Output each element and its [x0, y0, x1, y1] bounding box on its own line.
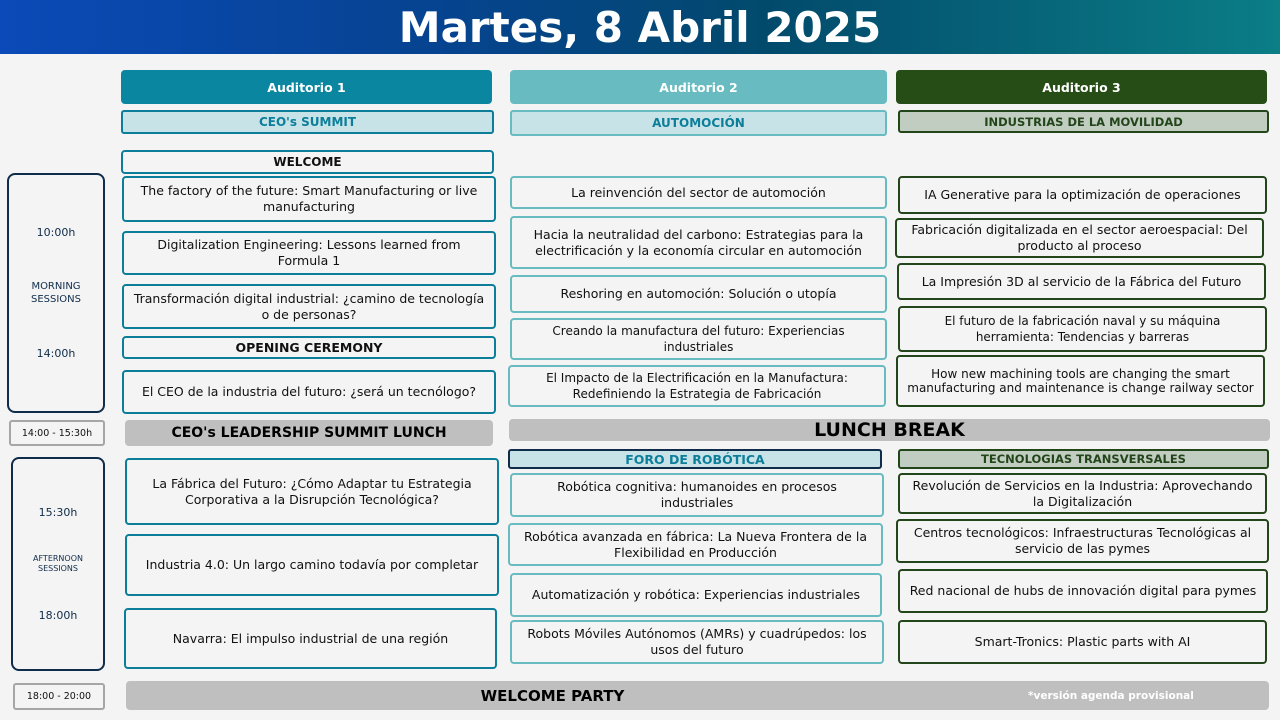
lunch-break: LUNCH BREAK	[509, 419, 1270, 441]
morning-start-time: 10:00h	[36, 225, 76, 239]
track-automocion: AUTOMOCIÓN	[510, 110, 887, 136]
session-a2-pm-4: Robots Móviles Autónomos (AMRs) y cuadrúpedos: los usos del futuro	[510, 620, 884, 664]
session-a3-pm-1: Revolución de Servicios en la Industria: Aprovechando la Digitalización	[898, 473, 1267, 514]
session-welcome: WELCOME	[121, 150, 494, 174]
ceo-leadership-lunch: CEO's LEADERSHIP SUMMIT LUNCH	[125, 420, 493, 446]
session-a3-2: Fabricación digitalizada en el sector aeroespacial: Del producto al proceso	[895, 218, 1264, 258]
session-a2-pm-3: Automatización y robótica: Experiencias industriales	[510, 573, 882, 617]
session-a2-pm-2: Robótica avanzada en fábrica: La Nueva Frontera de la Flexibilidad en Producción	[508, 523, 883, 566]
session-a1-1: The factory of the future: Smart Manufacturing or live manufacturing	[122, 176, 496, 222]
session-a3-pm-2: Centros tecnológicos: Infraestructuras Tecnológicas al servicio de las pymes	[896, 519, 1269, 563]
session-a2-pm-1: Robótica cognitiva: humanoides en procesos industriales	[510, 473, 884, 517]
track-tecnologias-transversales: TECNOLOGIAS TRANSVERSALES	[898, 449, 1269, 469]
lunch-time-slot: 14:00 - 15:30h	[9, 420, 105, 446]
track-industrias-movilidad: INDUSTRIAS DE LA MOVILIDAD	[898, 110, 1269, 133]
morning-end-time: 14:00h	[36, 347, 76, 361]
morning-sessions-label: MORNING SESSIONS	[30, 280, 81, 305]
provisional-agenda-note: *versión agenda provisional	[1028, 689, 1194, 702]
auditorium-3-header: Auditorio 3	[896, 70, 1267, 104]
welcome-party	[126, 681, 1269, 710]
page-title: Martes, 8 Abril 2025	[0, 0, 1280, 54]
session-a3-3: La Impresión 3D al servicio de la Fábrica del Futuro	[897, 263, 1266, 300]
session-a3-1: IA Generative para la optimización de operaciones	[898, 176, 1267, 214]
track-ceo-summit: CEO's SUMMIT	[121, 110, 494, 134]
session-a3-pm-4: Smart-Tronics: Plastic parts with AI	[898, 620, 1267, 664]
afternoon-end-time: 18:00h	[38, 608, 78, 622]
session-a1-pm-2: Industria 4.0: Un largo camino todavía por completar	[125, 534, 499, 596]
session-a2-1: La reinvención del sector de automoción	[510, 176, 887, 209]
session-a2-5: El Impacto de la Electrificación en la Manufactura: Redefiniendo la Estrategia de Fabricación	[508, 365, 886, 407]
afternoon-sessions-label: AFTERNOON SESSIONS	[33, 553, 83, 573]
session-a1-pm-1: La Fábrica del Futuro: ¿Cómo Adaptar tu Estrategia Corporativa a la Disrupción Tecnológica?	[125, 458, 499, 525]
afternoon-start-time: 15:30h	[38, 506, 78, 520]
session-a1-5: El CEO de la industria del futuro: ¿será un tecnólogo?	[122, 370, 496, 414]
session-a1-3: Transformación digital industrial: ¿camino de tecnología o de personas?	[122, 284, 496, 329]
auditorium-2-header: Auditorio 2	[510, 70, 887, 104]
track-foro-robotica: FORO DE ROBÓTICA	[508, 449, 882, 469]
session-a2-4: Creando la manufactura del futuro: Experiencias industriales	[510, 318, 887, 360]
session-a1-pm-3: Navarra: El impulso industrial de una región	[124, 608, 497, 669]
session-a3-4: El futuro de la fabricación naval y su máquina herramienta: Tendencias y barreras	[898, 306, 1267, 352]
morning-sessions-block	[7, 173, 105, 413]
auditorium-1-header: Auditorio 1	[121, 70, 492, 104]
evening-time-slot: 18:00 - 20:00	[13, 683, 105, 710]
session-a3-5: How new machining tools are changing the smart manufacturing and maintenance is change railway sector	[896, 355, 1265, 407]
afternoon-sessions-block	[11, 457, 105, 671]
session-a2-2: Hacia la neutralidad del carbono: Estrategias para la electrificación y la economía circular en automoción	[510, 216, 887, 269]
session-a3-pm-3: Red nacional de hubs de innovación digital para pymes	[898, 569, 1268, 613]
session-a2-3: Reshoring en automoción: Solución o utopía	[510, 275, 887, 313]
welcome-party-label: WELCOME PARTY	[480, 686, 625, 705]
session-a1-2: Digitalization Engineering: Lessons learned from Formula 1	[122, 231, 496, 275]
session-opening-ceremony: OPENING CEREMONY	[122, 336, 496, 359]
